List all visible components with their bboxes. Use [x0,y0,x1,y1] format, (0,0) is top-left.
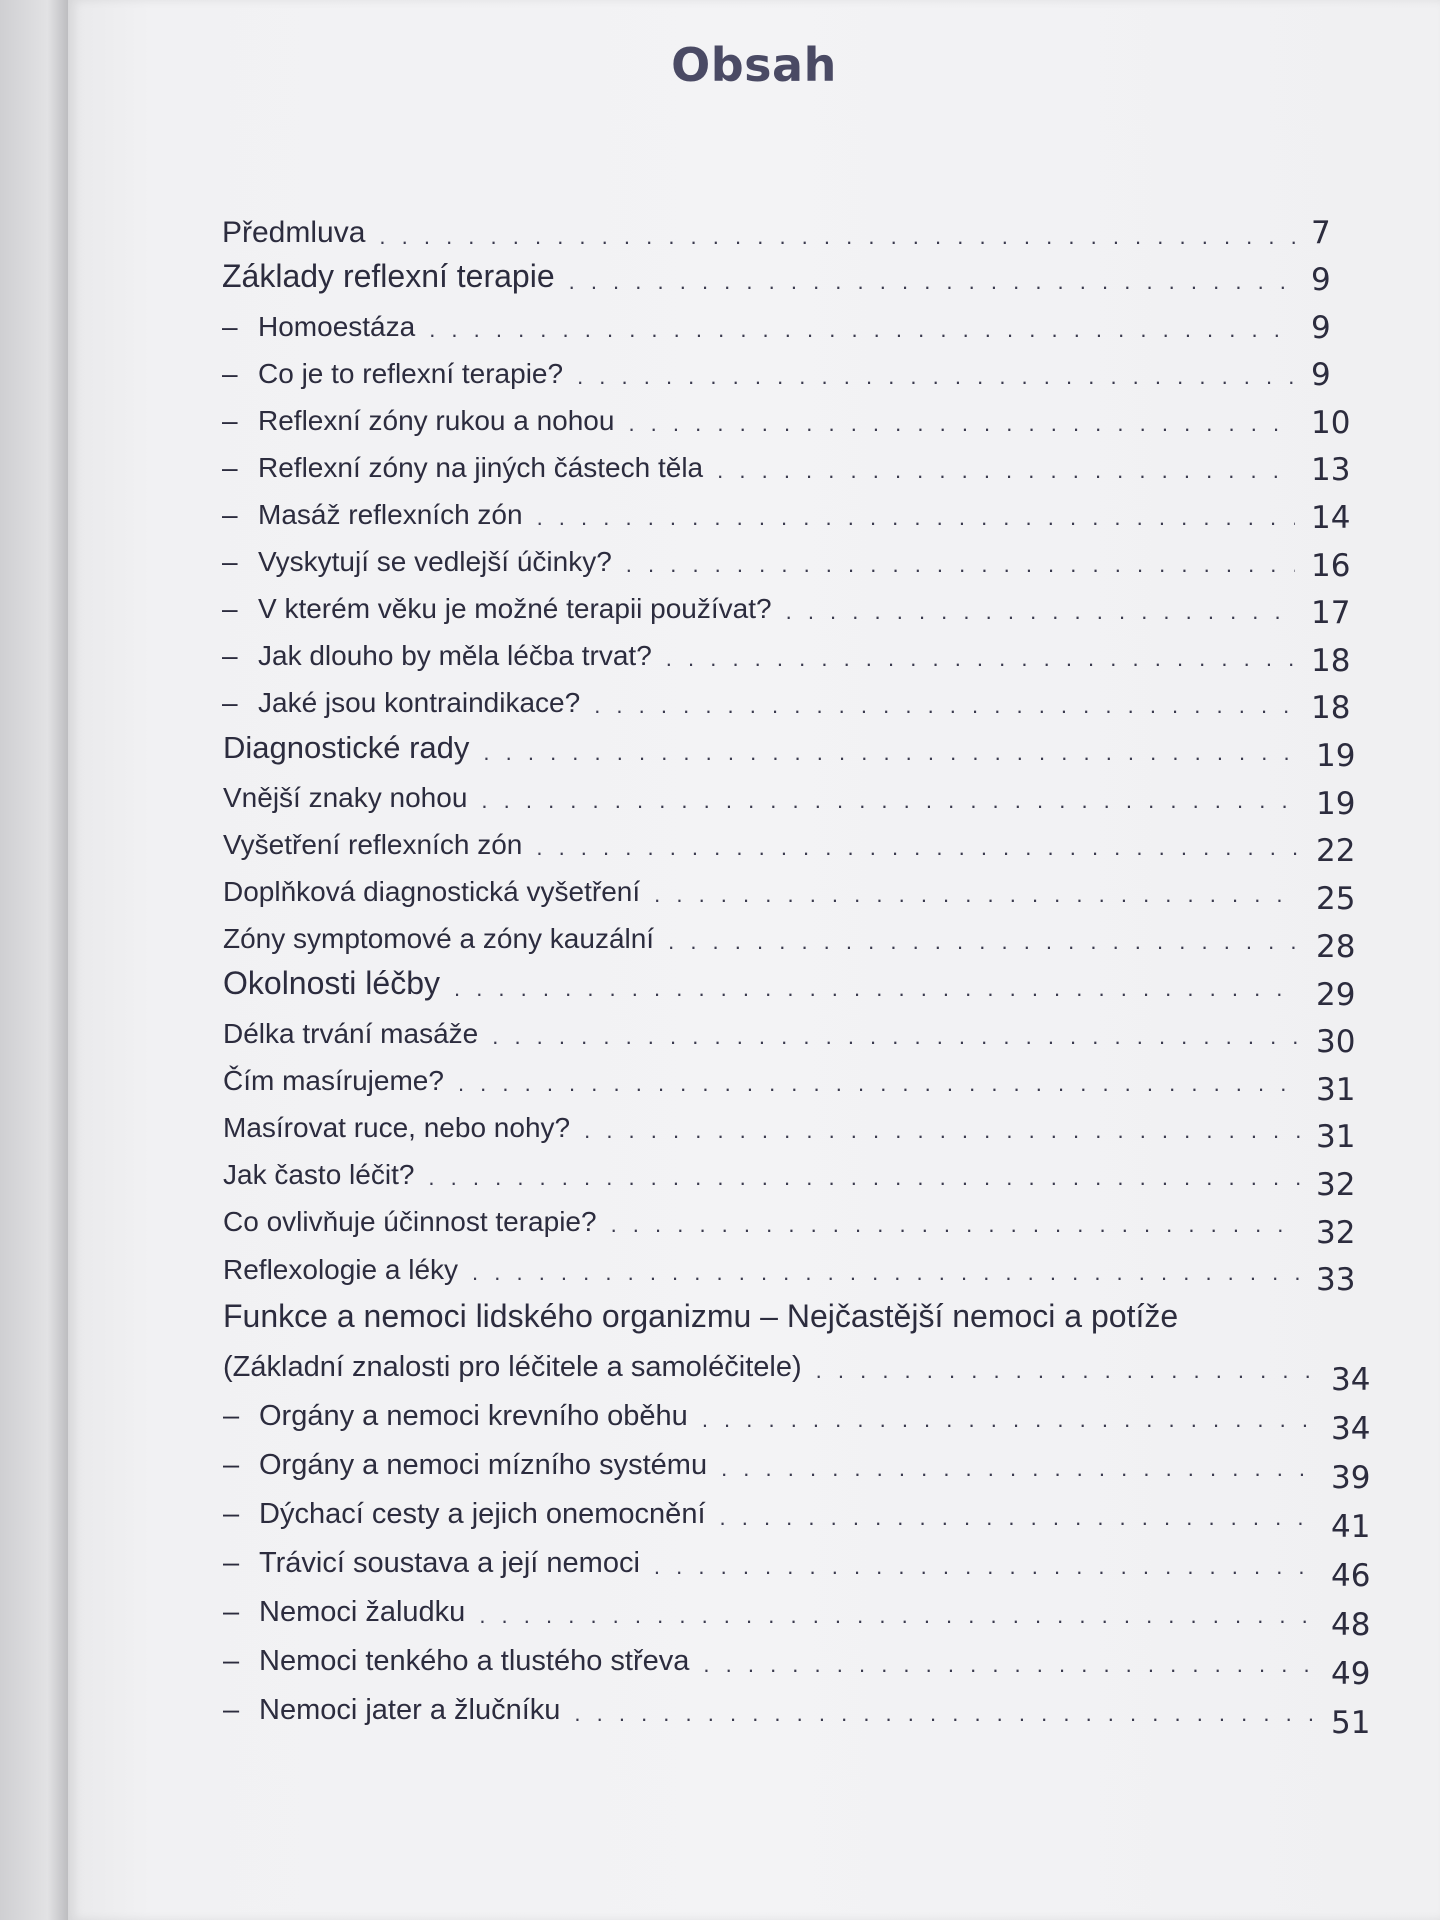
toc-entry [223,1336,1323,1384]
entry-title: Co je to reflexní terapie? [258,358,564,389]
entry-title: Délka trvání masáže [223,1018,479,1049]
entry-title: Jaké jsou kontraindikace? [258,687,581,718]
entry-page-number: 31 [1316,1072,1356,1108]
toc-entry [223,718,1308,766]
dot-leader [702,1407,1315,1433]
toc-entry [222,436,1303,484]
entry-title: Jak dlouho by měla léčba trvat? [258,640,652,671]
entry-page-number: 16 [1311,548,1351,584]
dot-leader [429,317,1295,343]
toc-entry [223,1483,1323,1531]
dot-leader [666,646,1295,672]
entry-title: Diagnostické rady [223,730,470,765]
dot-leader [569,269,1295,295]
entry-page-number: 14 [1311,500,1351,536]
entry-title: Funkce a nemoci lidského organizmu – Nejčastější nemoci a potíže [223,1298,1179,1334]
dot-leader [492,1024,1300,1050]
entry-dash: – [222,546,238,577]
entry-dash: – [223,1645,240,1677]
entry-page-number: 49 [1331,1656,1371,1692]
entry-dash: – [222,593,238,624]
entry-title: Masáž reflexních zón [258,499,523,530]
entry-page-number: 46 [1331,1558,1371,1594]
entry-title: V kterém věku je možné terapii používat? [258,593,772,624]
entry-dash: – [222,640,238,671]
toc-entry [223,1287,1358,1335]
entry-title: Reflexologie a léky [223,1254,459,1285]
toc-entry [223,813,1308,861]
entry-page-number: 39 [1331,1460,1371,1496]
dot-leader [472,1260,1300,1286]
entry-page-number: 9 [1311,310,1331,346]
dot-leader [428,1165,1300,1191]
toc-entry [222,577,1303,625]
toc-entry [223,1238,1308,1286]
toc-entry [223,1630,1323,1678]
dot-leader [536,835,1300,861]
toc-entry [222,389,1303,437]
entry-dash: – [222,499,238,530]
entry-dash: – [223,1694,240,1726]
dot-leader [668,929,1300,955]
entry-dash: – [223,1596,240,1628]
toc-entry [222,295,1303,343]
dot-leader [481,788,1300,814]
toc-entry [223,1385,1323,1433]
entry-page-number: 48 [1331,1607,1371,1643]
dot-leader [537,505,1295,531]
toc-entry [223,1581,1323,1629]
entry-page-number: 7 [1311,215,1331,251]
dot-leader [626,552,1295,578]
toc-entry [222,624,1303,672]
table-of-contents [68,0,1440,1920]
dot-leader [720,1505,1316,1531]
entry-title: Zóny symptomové a zóny kauzální [223,923,655,954]
entry-title: Orgány a nemoci mízního systému [259,1449,708,1481]
toc-entry [222,671,1303,719]
toc-entry [222,483,1303,531]
toc-entry [223,1679,1323,1727]
entry-page-number: 34 [1331,1362,1371,1398]
entry-page-number: 9 [1311,357,1331,393]
entry-page-number: 13 [1311,452,1351,488]
toc-entry [222,202,1303,250]
entry-page-number: 41 [1331,1509,1371,1545]
entry-page-number: 29 [1316,977,1356,1013]
entry-title: Nemoci jater a žlučníku [259,1694,561,1726]
entry-title: Nemoci žaludku [259,1596,466,1628]
entry-page-number: 9 [1311,262,1331,298]
entry-title: Doplňková diagnostická vyšetření [223,876,641,907]
entry-title: Čím masírujeme? [223,1065,444,1096]
entry-page-number: 19 [1316,738,1356,774]
toc-entry [223,907,1308,955]
entry-page-number: 18 [1311,690,1351,726]
toc-entry [223,1434,1323,1482]
entry-dash: – [222,358,238,389]
toc-entry [222,247,1303,295]
dot-leader [454,976,1300,1002]
entry-title: (Základní znalosti pro léčitele a samoléčitele) [223,1351,802,1383]
toc-entry [223,766,1308,814]
entry-title: Jak často léčit? [223,1159,415,1190]
dot-leader [483,740,1300,766]
entry-title: Základy reflexní terapie [222,258,555,294]
dot-leader [479,1603,1315,1629]
page-title: Obsah [671,38,837,92]
dot-leader [786,599,1295,625]
entry-dash: – [223,1449,240,1481]
entry-page-number: 32 [1316,1215,1356,1251]
toc-entry [223,1049,1308,1097]
entry-title: Vnější znaky nohou [223,782,468,813]
entry-page-number: 25 [1316,881,1356,917]
toc-entry [223,1143,1308,1191]
toc-entry [223,1532,1323,1580]
entry-title: Orgány a nemoci krevního oběhu [259,1400,688,1432]
dot-leader [717,458,1295,484]
entry-page-number: 22 [1316,833,1356,869]
dot-leader [628,411,1295,437]
contents-page [68,0,1440,1920]
entry-title: Masírovat ruce, nebo nohy? [223,1112,571,1143]
dot-leader [721,1456,1315,1482]
toc-entry [223,954,1308,1002]
entry-title: Reflexní zóny rukou a nohou [258,405,615,436]
toc-entry [222,530,1303,578]
toc-entry [223,1002,1308,1050]
entry-title: Vyskytují se vedlejší účinky? [258,546,612,577]
entry-title: Co ovlivňuje účinnost terapie? [223,1206,597,1237]
entry-title: Trávicí soustava a její nemoci [259,1547,640,1579]
entry-dash: – [222,311,238,342]
toc-entry [223,1096,1308,1144]
entry-page-number: 18 [1311,643,1351,679]
entry-page-number: 19 [1316,786,1356,822]
dot-leader [577,364,1295,390]
entry-title: Reflexní zóny na jiných částech těla [258,452,704,483]
entry-title: Okolnosti léčby [223,965,440,1001]
dot-leader [458,1071,1300,1097]
entry-page-number: 17 [1311,595,1351,631]
previous-page-edge [0,0,68,1920]
entry-title: Vyšetření reflexních zón [223,829,523,860]
entry-dash: – [223,1547,240,1579]
entry-title: Nemoci tenkého a tlustého střeva [259,1645,690,1677]
entry-title: Homoestáza [258,311,416,342]
dot-leader [703,1652,1315,1678]
entry-page-number: 31 [1316,1119,1356,1155]
entry-page-number: 51 [1331,1705,1371,1741]
entry-dash: – [222,405,238,436]
entry-dash: – [223,1400,240,1432]
dot-leader [654,882,1300,908]
entry-page-number: 32 [1316,1167,1356,1203]
dot-leader [611,1212,1300,1238]
entry-page-number: 34 [1331,1411,1371,1447]
dot-leader [654,1554,1315,1580]
entry-dash: – [223,1498,240,1530]
entry-page-number: 10 [1311,405,1351,441]
entry-dash: – [222,452,238,483]
dot-leader [574,1701,1315,1727]
dot-leader [594,693,1295,719]
dot-leader [584,1118,1300,1144]
entry-page-number: 30 [1316,1024,1356,1060]
entry-dash: – [222,687,238,718]
entry-title: Předmluva [222,216,366,249]
entry-page-number: 33 [1316,1262,1356,1298]
toc-entry [222,342,1303,390]
toc-entry [223,860,1308,908]
dot-leader [816,1358,1315,1384]
entry-page-number: 28 [1316,929,1356,965]
toc-entry [223,1190,1308,1238]
entry-title: Dýchací cesty a jejich onemocnění [259,1498,706,1530]
